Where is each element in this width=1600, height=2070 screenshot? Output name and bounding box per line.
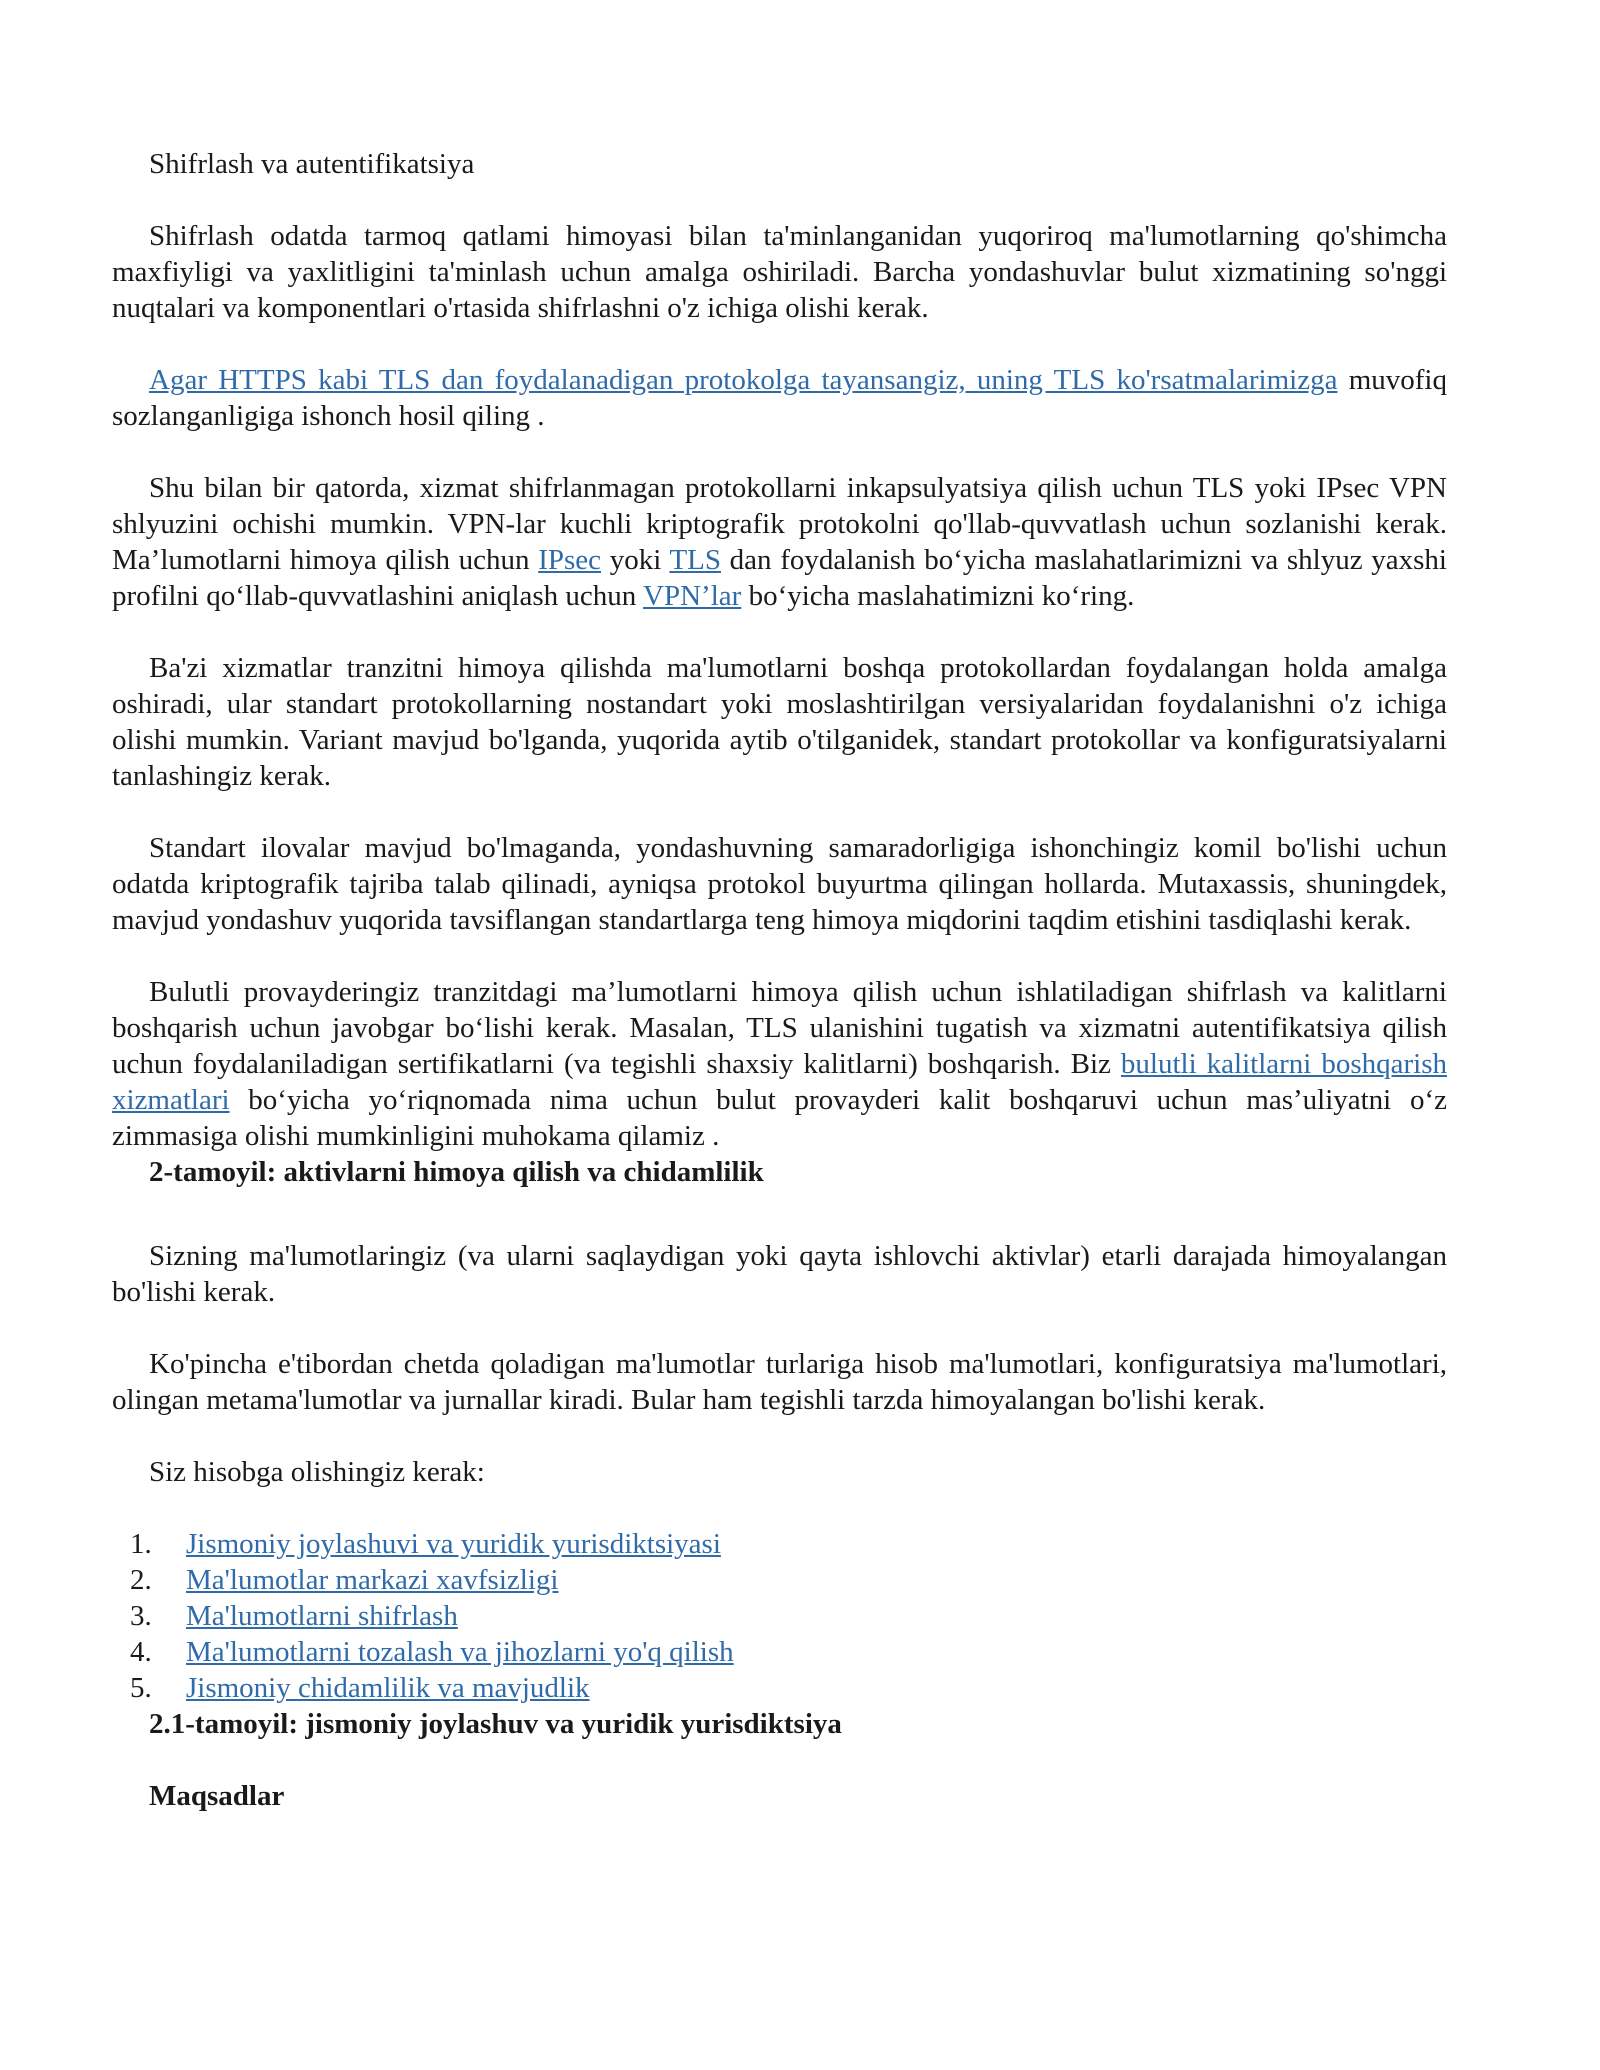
tls-guidance-link[interactable]: Agar HTTPS kabi TLS dan foydalanadigan protokolga tayansangiz, uning TLS ko'rsatmalarimizga [149,364,1338,396]
vpn-link[interactable]: VPN’lar [643,580,742,612]
paragraph-tls-guidance [112,362,1447,434]
list-number: 5. [130,1672,152,1704]
heading-principle-2: 2-tamoyil: aktivlarni himoya qilish va chidamlilik [149,1156,764,1188]
list-item [130,1526,1447,1562]
section-title: Shifrlash va autentifikatsiya [149,148,475,180]
tls-link[interactable]: TLS [669,544,721,576]
list-link-data-encryption[interactable]: Ma'lumotlarni shifrlash [186,1600,458,1632]
paragraph-consider: Siz hisobga olishingiz kerak: [149,1456,485,1488]
list-link-physical-location[interactable]: Jismoniy joylashuvi va yuridik yurisdiktsiyasi [186,1528,721,1560]
paragraph-data-protection: Sizning ma'lumotlaringiz (va ularni saqlaydigan yoki qayta ishlovchi aktivlar) etarli darajada himoyalangan bo'lishi kerak. [112,1240,1447,1308]
heading-principle-2-1: 2.1-tamoyil: jismoniy joylashuv va yuridik yurisdiktsiya [149,1708,842,1740]
paragraph-vpn [112,470,1447,614]
heading-objectives: Maqsadlar [149,1780,285,1812]
paragraph-overlooked-data: Ko'pincha e'tibordan chetda qoladigan ma'lumotlar turlariga hisob ma'lumotlari, konfiguratsiya ma'lumotlari, olingan metama'lumotlar va jurnallar kiradi. Bular ham tegishli tarzda himoyalangan bo'lishi kerak. [112,1348,1447,1416]
paragraph-key-management-text-a: Bulutli provayderingiz tranzitdagi ma’lumotlarni himoya qilish uchun ishlatiladigan shifrlash va kalitlarni boshqarish uchun javobgar bo‘lishi kerak. Masalan, TLS ulanishini tugatish va xizmatni autentifikatsiya qilish uchun foydalaniladigan sertifikatlarni (va tegishli shaxsiy kalitlarni) boshqarish. Biz [112,976,1447,1080]
list-item [130,1634,1447,1670]
list-number: 2. [130,1564,152,1596]
considerations-list [112,1526,1447,1706]
paragraph-encryption-intro: Shifrlash odatda tarmoq qatlami himoyasi bilan ta'minlanganidan yuqoriroq ma'lumotlarning qo'shimcha maxfiyligi va yaxlitligini ta'minlash uchun amalga oshiriladi. Barcha yondashuvlar bulut xizmatining so'nggi nuqtalari va komponentlari o'rtasida shifrlashni o'z ichiga olishi kerak. [112,220,1447,324]
paragraph-vpn-text-b: yoki [601,544,670,576]
list-item [130,1562,1447,1598]
paragraph-vpn-text-a: Shu bilan bir qatorda, xizmat shifrlanmagan protokollarni inkapsulyatsiya qilish uchun TLS yoki IPsec VPN shlyuzini ochishi mumkin. VPN-lar kuchli kriptografik protokolni qo'llab-quvvatlash uchun sozlanishi kerak. Ma’lumotlarni himoya qilish uchun [112,472,1447,576]
list-link-datacenter-security[interactable]: Ma'lumotlar markazi xavfsizligi [186,1564,559,1596]
list-link-physical-resilience[interactable]: Jismoniy chidamlilik va mavjudlik [186,1672,590,1704]
key-management-link[interactable]: bulutli kalitlarni boshqarish xizmatlari [112,1048,1447,1116]
paragraph-vpn-text-c: dan foydalanish bo‘yicha maslahatlarimizni va shlyuz yaxshi profilni qo‘llab-quvvatlashini aniqlash uchun [112,544,1447,612]
paragraph-vpn-text-d: bo‘yicha maslahatimizni ko‘ring. [741,580,1135,612]
list-number: 4. [130,1636,152,1668]
paragraph-crypto-expertise: Standart ilovalar mavjud bo'lmaganda, yondashuvning samaradorligiga ishonchingiz komil bo'lishi uchun odatda kriptografik tajriba talab qilinadi, ayniqsa protokol buyurtma qilingan hollarda. Mutaxassis, shuningdek, mavjud yondashuv yuqorida tavsiflangan standartlarga teng himoya miqdorini taqdim etishini tasdiqlashi kerak. [112,832,1447,936]
paragraph-key-management [112,974,1447,1154]
ipsec-link[interactable]: IPsec [538,544,602,576]
list-link-data-sanitisation[interactable]: Ma'lumotlarni tozalash va jihozlarni yo'q qilish [186,1636,734,1668]
list-number: 1. [130,1528,152,1560]
list-item [130,1670,1447,1706]
paragraph-tls-guidance-rest: muvofiq sozlanganligiga ishonch hosil qiling . [112,364,1447,432]
list-item [130,1598,1447,1634]
list-number: 3. [130,1600,152,1632]
paragraph-other-protocols: Ba'zi xizmatlar tranzitni himoya qilishda ma'lumotlarni boshqa protokollardan foydalangan holda amalga oshiradi, ular standart protokollarning nostandart yoki moslashtirilgan versiyalaridan foydalanishni o'z ichiga olishi mumkin. Variant mavjud bo'lganda, yuqorida aytib o'tilganidek, standart protokollar va konfiguratsiyalarni tanlashingiz kerak. [112,652,1447,792]
paragraph-key-management-text-b: bo‘yicha yo‘riqnomada nima uchun bulut provayderi kalit boshqaruvi uchun mas’uliyatni o‘z zimmasiga olishi mumkinligini muhokama qilamiz . [112,1084,1447,1152]
